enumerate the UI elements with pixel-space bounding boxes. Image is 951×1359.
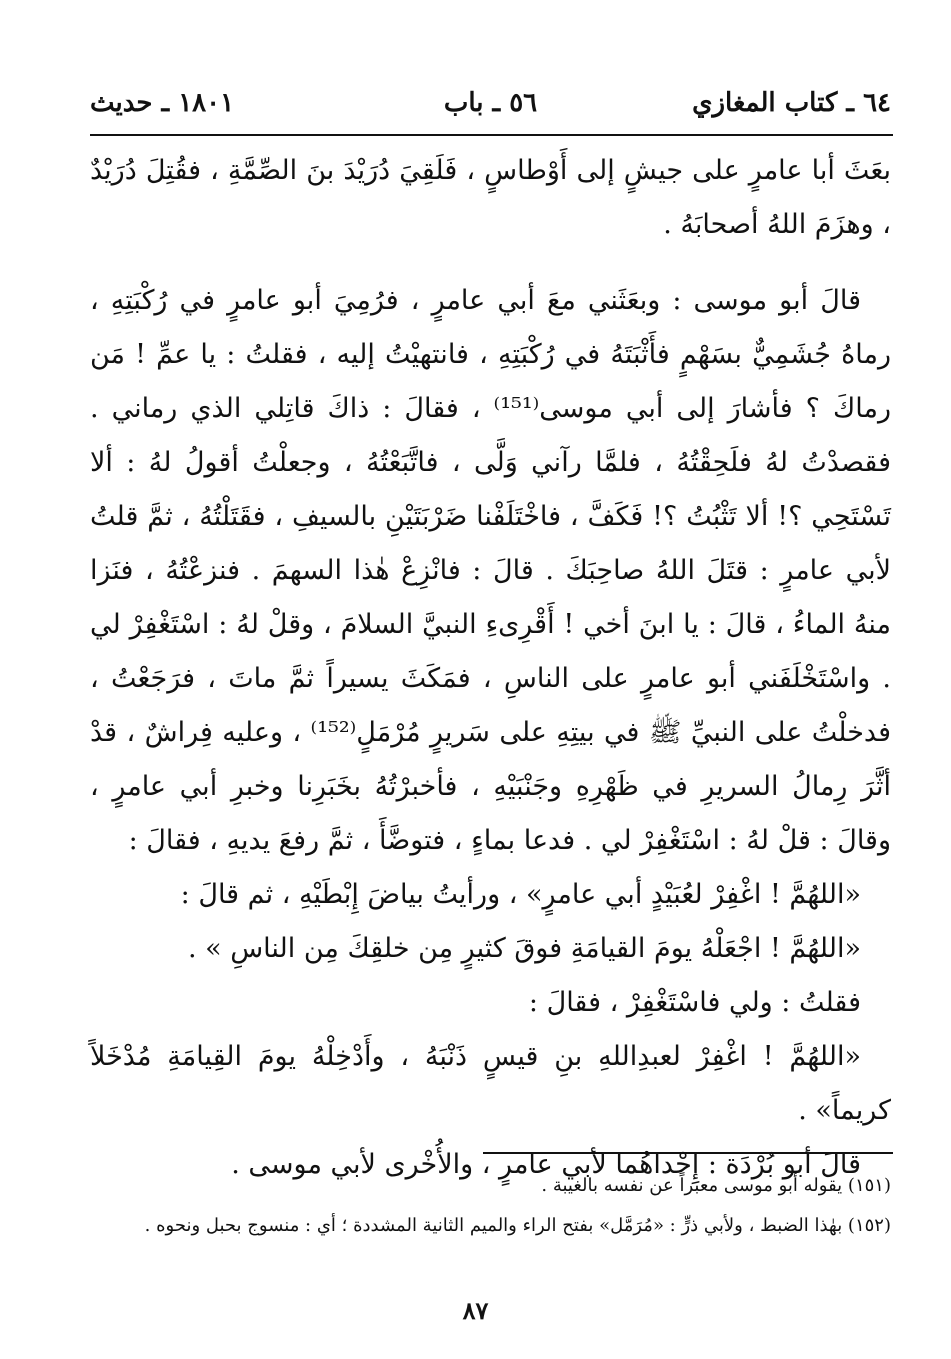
header-rule xyxy=(90,134,893,136)
supplication-line-1: «اللهُمَّ ! اغْفِرْ لعُبَيْدٍ أبي عامرٍ» ، ورأيتُ بياضَ إِبْطَيْهِ ، ثم قالَ : xyxy=(180,879,861,910)
supplication-line-3: «اللهُمَّ ! اغْفِرْ لعبدِاللهِ بنِ قيسٍ ذَنْبَهُ ، وأَدْخِلْهُ يومَ القِيامَةِ مُدْخَلاً كريماً» . xyxy=(90,1041,891,1126)
footnote-151: (١٥١) يقوله أبو موسى معبراً عن نفسه بالغيبة . xyxy=(541,1175,891,1196)
request-line: فقلتُ : ولي فاسْتَغْفِرْ ، فقالَ : xyxy=(528,987,861,1018)
page-number: ٨٧ xyxy=(462,1296,489,1325)
header-chapter: ٦٤ ـ كتاب المغازي xyxy=(692,88,891,118)
footnote-rule xyxy=(483,1152,893,1154)
header-section: ٥٦ ـ باب xyxy=(443,88,538,118)
intro-paragraph: بعَثَ أبا عامرٍ على جيشٍ إلى أَوْطاسٍ ، فَلَقِيَ دُرَيْدَ بنَ الصِّمَّةِ ، فقُتِلَ دُرَيْدٌ ، وهزَمَ اللهُ أصحابَهُ . xyxy=(90,155,891,240)
running-header xyxy=(90,88,891,128)
footnotes xyxy=(86,1166,891,1246)
footnote-152: (١٥٢) بهٰذا الضبط ، ولأبي ذرٍّ : «مُرَمَّل» بفتح الراء والميم الثانية المشددة ؛ أي : منسوج بحبل ونحوه . xyxy=(144,1215,891,1236)
header-hadith-number: ١٨٠١ ـ حديث xyxy=(90,88,235,118)
main-text xyxy=(90,144,891,1192)
supplication-line-2: «اللهُمَّ ! اجْعَلْهُ يومَ القيامَةِ فوقَ كثيرٍ مِن خلقِكَ مِن الناسِ » . xyxy=(187,933,861,964)
narration-paragraph: قالَ أبو موسى : وبعَثَني معَ أبي عامرٍ ، فرُمِيَ أبو عامرٍ في رُكْبَتِهِ ، رماهُ جُشَمِيٌّ بسَهْمٍ فأَثْبَتَهُ في رُكْبَتِهِ ، فانتهيْتُ إليه ، فقلتُ : يا عمِّ ! مَن رماكَ ؟ فأشارَ إلى أبي موسى⁽¹⁵¹⁾ ، فقالَ : ذاكَ قاتِلي الذي رماني . فقصدْتُ لهُ فلَحِقْتُهُ ، فلمَّا رآني وَلَّى ، فاتَّبَعْتُهُ ، وجعلْتُ أقولُ لهُ : ألا تَسْتَحِي ؟! ألا تَثْبُتُ ؟! فَكَفَّ ، فاخْتَلَفْنا ضَرْبَتَيْنِ بالسيفِ ، فقَتَلْتُهُ ، ثمَّ قلتُ لأبي عامرٍ : قتَلَ اللهُ صاحِبَكَ . قالَ : فانْزِعْ هٰذا السهمَ . فنزعْتُهُ ، فنَزا منهُ الماءُ ، قالَ : يا ابنَ أخي ! أَقْرِىءِ النبيَّ السلامَ ، وقلْ لهُ : اسْتَغْفِرْ لي . واسْتَخْلَفَني أبو عامرٍ على الناسِ ، فمَكَثَ يسيراً ثمَّ ماتَ ، فرَجَعْتُ ، فدخلْتُ على النبيِّ ﷺ في بيتِهِ على سَريرٍ مُرْمَلٍ⁽¹⁵²⁾ ، وعليه فِراشٌ ، قدْ أثَّرَ رِمالُ السريرِ في ظَهْرِهِ وجَنْبَيْهِ ، فأخبرْتُهُ بخَبَرِنا وخبرِ أبي عامرٍ ، وقالَ : قلْ لهُ : اسْتَغْفِرْ لي . فدعا بماءٍ ، فتوضَّأَ ، ثمَّ رفعَ يديهِ ، فقالَ : xyxy=(90,285,891,856)
closing-line: قالَ أبو بُرْدَة : إِحْداهُما لأبي عامرٍ ، والأُخْرى لأبي موسى . xyxy=(231,1149,861,1180)
paragraph-gap xyxy=(90,252,891,274)
